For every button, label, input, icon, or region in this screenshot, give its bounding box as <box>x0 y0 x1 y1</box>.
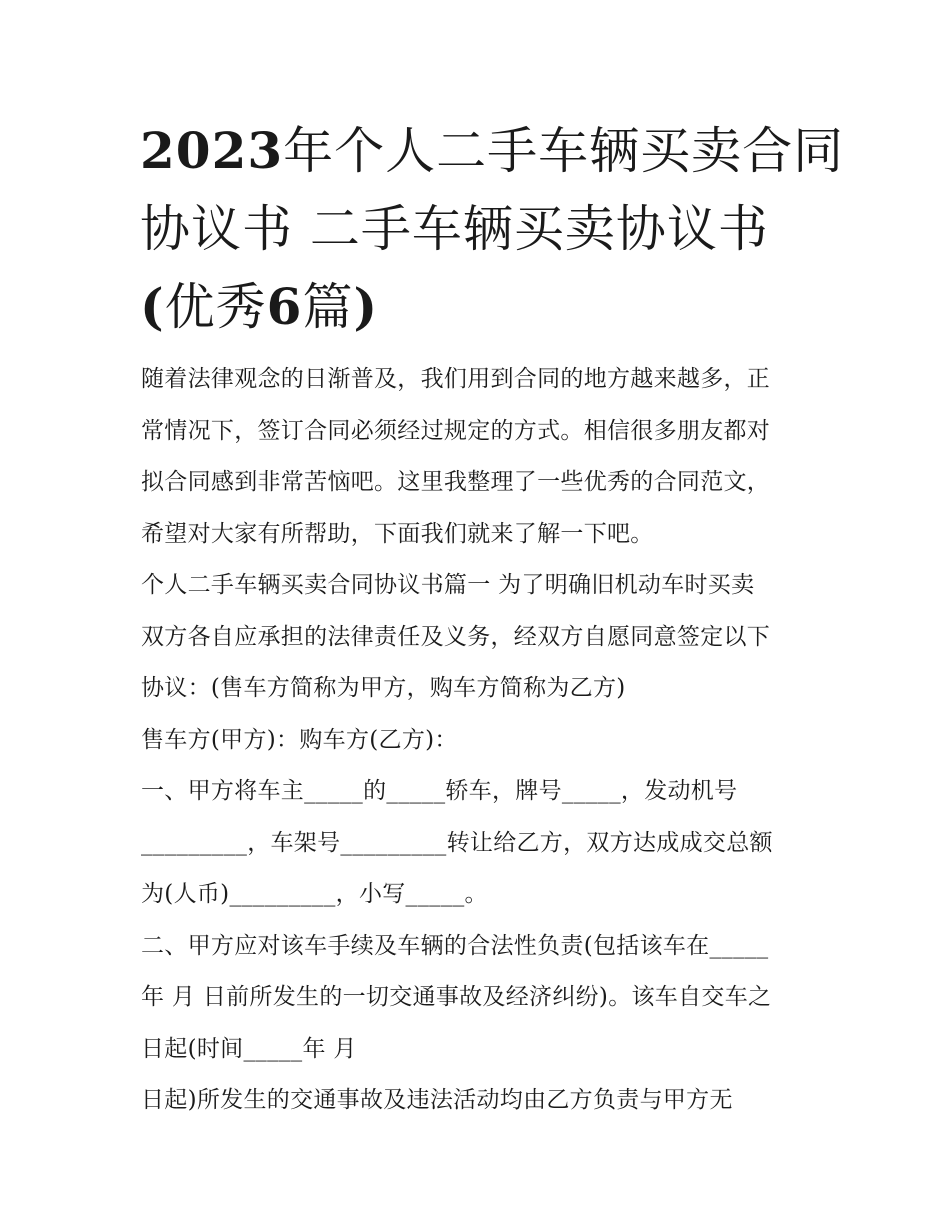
clause-line: 年 月 日前所发生的一切交通事故及经济纠纷)。该车自交车之 <box>141 984 772 1010</box>
clause-line: 二、甲方应对该车手续及车辆的合法性负责(包括该车在_____ <box>141 932 769 959</box>
intro-line: 常情况下，签订合同必须经过规定的方式。相信很多朋友都对 <box>141 417 771 444</box>
title-segment: 6 <box>266 277 303 336</box>
title-segment: 年个人二手车辆买卖合同 <box>283 122 845 180</box>
title-line <box>140 268 820 346</box>
contract-line: 双方各自应承担的法律责任及义务，经双方自愿同意签定以下 <box>141 623 771 650</box>
title-segment: 协议书 二手车辆买卖协议书 <box>140 200 769 258</box>
title-segment: 优秀 <box>164 278 267 336</box>
intro-line: 拟合同感到非常苦恼吧。这里我整理了一些优秀的合同范文， <box>141 469 771 495</box>
document-title <box>140 112 845 346</box>
title-segment: ) <box>353 277 379 336</box>
contract-line: 协议：(售车方简称为甲方，购车方简称为乙方) <box>141 675 626 701</box>
clause-line: 为(人币)_________，小写_____。 <box>141 881 488 907</box>
title-segment: 2023 <box>140 121 284 180</box>
title-segment: ( <box>140 277 165 336</box>
clause-line: 日起(时间_____年 月 <box>141 1035 357 1062</box>
contract-line: 个人二手车辆买卖合同协议书篇一 为了明确旧机动车时买卖 <box>141 572 755 598</box>
title-line <box>140 190 820 268</box>
clause-line: 一、甲方将车主_____的_____轿车，牌号_____，发动机号 <box>141 778 738 804</box>
intro-line: 随着法律观念的日渐普及，我们用到合同的地方越来越多，正 <box>141 366 771 392</box>
intro-line: 希望对大家有所帮助，下面我们就来了解一下吧。 <box>141 520 654 547</box>
clause-line: 日起)所发生的交通事故及违法活动均由乙方负责与甲方无 <box>141 1087 733 1113</box>
clause-line: _________，车架号_________转让给乙方，双方达成成交总额 <box>141 829 773 856</box>
title-line <box>140 112 845 190</box>
title-segment: 篇 <box>302 278 354 336</box>
document-body <box>141 354 821 1127</box>
parties-line: 售车方(甲方)：购车方(乙方)： <box>141 726 458 753</box>
